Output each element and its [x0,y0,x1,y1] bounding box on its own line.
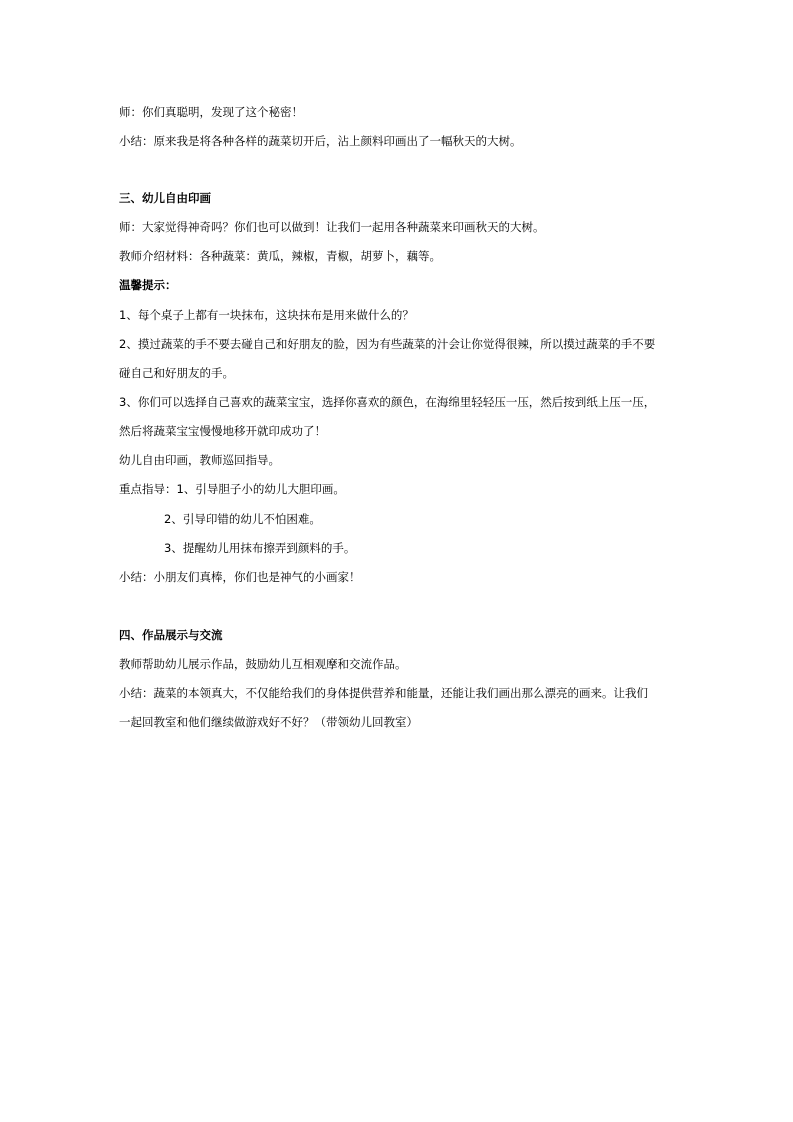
section4-heading: 四、作品展示与交流 [119,628,223,642]
tip-3-line-2: 然后将蔬菜宝宝慢慢地移开就印成功了！ [119,424,326,438]
guidance-3: 3、提醒幼儿用抹布擦弄到颜料的手。 [164,541,356,555]
intro-teacher-line: 师：你们真聪明，发现了这个秘密！ [119,105,303,119]
section3-summary-line: 小结：小朋友们真棒，你们也是神气的小画家！ [119,570,361,584]
section3-teacher-line: 师：大家觉得神奇吗？你们也可以做到！让我们一起用各种蔬菜来印画秋天的大树。 [119,220,545,234]
tip-3-line-1: 3、你们可以选择自己喜欢的蔬菜宝宝，选择你喜欢的颜色，在海绵里轻轻压一压，然后按到纸上压一压， [119,395,656,409]
section3-materials-line: 教师介绍材料：各种蔬菜：黄瓜，辣椒，青椒，胡萝卜，藕等。 [119,249,441,263]
section4-summary-line-1: 小结：蔬菜的本领真大，不仅能给我们的身体提供营养和能量，还能让我们画出那么漂亮的画来。让我们 [119,686,648,700]
tips-heading: 温馨提示： [119,278,177,292]
tip-1: 1、每个桌子上都有一块抹布，这块抹布是用来做什么的？ [119,308,414,322]
guidance-1: 重点指导：1、引导胆子小的幼儿大胆印画。 [119,482,345,496]
tip-2-line-2: 碰自己和好朋友的手。 [119,366,234,380]
section4-summary-line-2: 一起回教室和他们继续做游戏好不好？（带领幼儿回教室） [119,715,418,729]
section4-teacher-line: 教师帮助幼儿展示作品，鼓励幼儿互相观摩和交流作品。 [119,657,407,671]
intro-summary-line: 小结：原来我是将各种各样的蔬菜切开后，沾上颜料印画出了一幅秋天的大树。 [119,134,522,148]
guidance-2: 2、引导印错的幼儿不怕困难。 [164,512,321,526]
tip-2-line-1: 2、摸过蔬菜的手不要去碰自己和好朋友的脸，因为有些蔬菜的汁会让你觉得很辣，所以摸过蔬菜的手不要 [119,337,656,351]
free-drawing-line: 幼儿自由印画，教师巡回指导。 [119,453,280,467]
section3-heading: 三、幼儿自由印画 [119,191,211,205]
